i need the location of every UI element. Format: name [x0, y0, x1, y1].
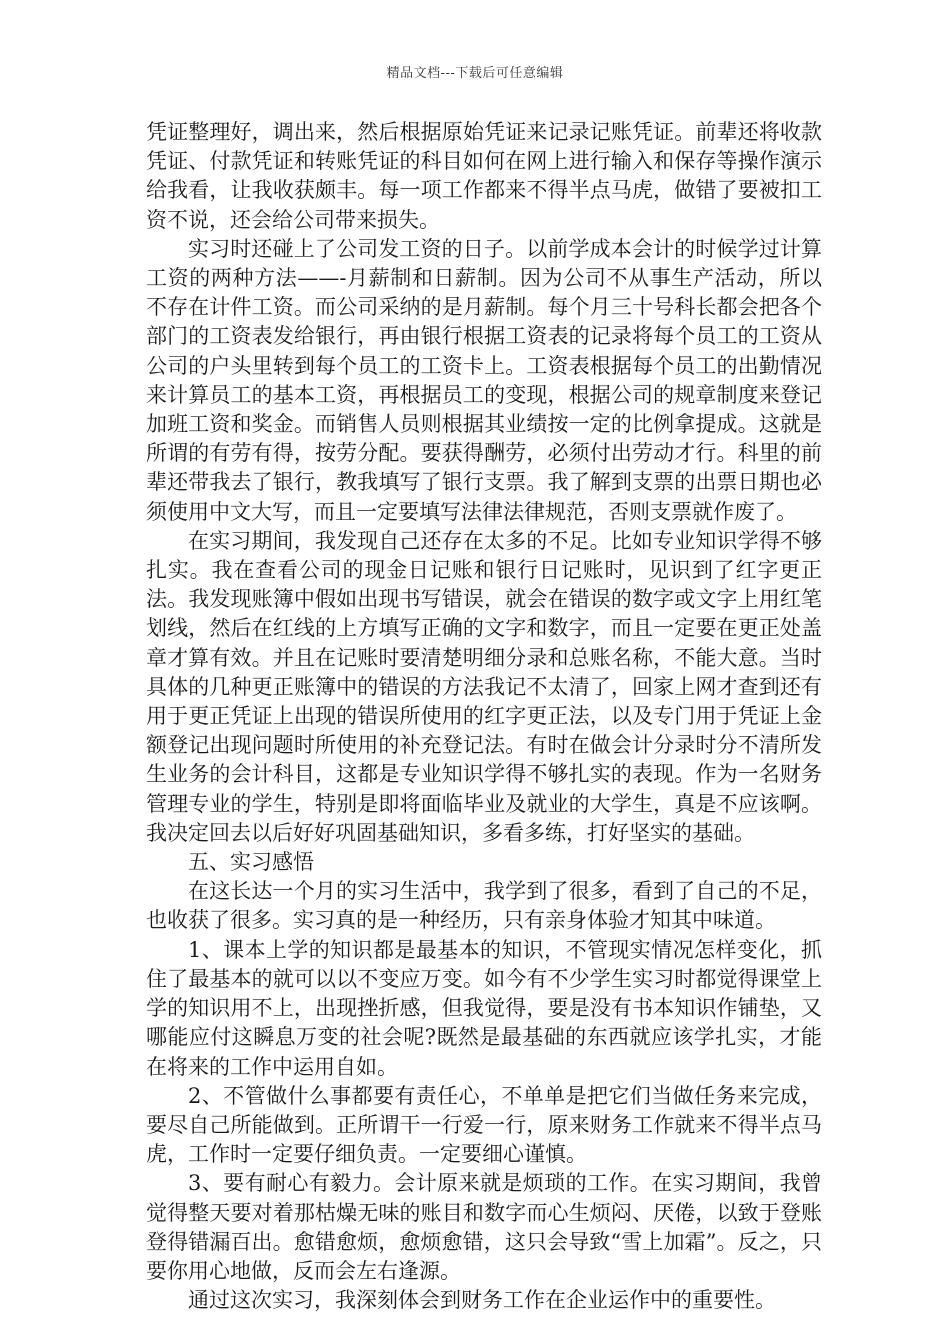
- paragraph-payroll: 实习时还碰上了公司发工资的日子。以前学成本会计的时候学过计算工资的两种方法——-月薪制和日薪制。因为公司不从事生产活动，所以不存在计件工资。而公司采纳的是月薪制。每个月三十号科长都会把各个部门的工资表发给银行，再由银行根据工资表的记录将每个员工的工资从公司的户头里转到每个员工的工资卡上。工资表根据每个员工的出勤情况来计算员工的基本工资，再根据员工的变现，根据公司的规章制度来登记加班工资和奖金。而销售人员则根据其业绩按一定的比例拿提成。这就是所谓的有劳有得，按劳分配。要获得酬劳，必须付出劳动才行。科里的前辈还带我去了银行，教我填写了银行支票。我了解到支票的出票日期也必须使用中文大写，而且一定要填写法律法律规范，否则支票就作废了。: [146, 236, 822, 524]
- paragraph-shortcomings: 在实习期间，我发现自己还存在太多的不足。比如专业知识学得不够扎实。我在查看公司的现金日记账和银行日记账时，见识到了红字更正法。我发现账簿中假如出现书写错误，就会在错误的数字或文字上用红笔划线，然后在红线的上方填写正确的文字和数字，而且一定要在更正处盖章才算有效。并且在记账时要清楚明细分录和总账名称，不能大意。当时具体的几种更正账簿中的错误的方法我记不太清了，回家上网才查到还有用于更正凭证上出现的错误所使用的红字更正法，以及专门用于凭证上金额登记出现问题时所使用的补充登记法。有时在做会计分录时分不清所发生业务的会计科目，这都是专业知识学得不够扎实的表现。作为一名财务管理专业的学生，特别是即将面临毕业及就业的大学生，真是不应该啊。我决定回去以后好好巩固基础知识，多看多练，打好坚实的基础。: [146, 528, 822, 845]
- page-header: 精品文档---下载后可任意编辑: [386, 66, 564, 81]
- paragraph-conclusion: 通过这次实习，我深刻体会到财务工作在企业运作中的重要性。: [188, 1288, 776, 1313]
- document-body: [146, 118, 822, 1315]
- paragraph-reflection-intro: 在这长达一个月的实习生活中，我学到了很多，看到了自己的不足，也收获了很多。实习真的是一种经历，只有亲身体验才知其中味道。: [146, 879, 822, 933]
- paragraph-point-2: 2、不管做什么事都要有责任心，不单单是把它们当做任务来完成，要尽自己所能做到。正所谓干一行爱一行，原来财务工作就来不得半点马虎，工作时一定要仔细负责。一定要细心谨慎。: [146, 1083, 822, 1167]
- section-heading-reflections: 五、实习感悟: [188, 850, 314, 875]
- paragraph-voucher-work: 凭证整理好，调出来，然后根据原始凭证来记录记账凭证。前辈还将收款凭证、付款凭证和转账凭证的科目如何在网上进行输入和保存等操作演示给我看，让我收获颇丰。每一项工作都来不得半点马虎，做错了要被扣工资不说，还会给公司带来损失。: [146, 120, 822, 232]
- paragraph-point-1: 1、课本上学的知识都是最基本的知识，不管现实情况怎样变化，抓住了最基本的就可以以不变应万变。如今有不少学生实习时都觉得课堂上学的知识用不上，出现挫折感，但我觉得，要是没有书本知识作铺垫，又哪能应付这瞬息万变的社会呢?既然是最基础的东西就应该学扎实，才能在将来的工作中运用自如。: [146, 937, 822, 1079]
- paragraph-point-3: 3、要有耐心有毅力。会计原来就是烦琐的工作。在实习期间，我曾觉得整天要对着那枯燥无味的账目和数字而心生烦闷、厌倦，以致于登账登得错漏百出。愈错愈烦，愈烦愈错，这只会导致“雪上加霜”。反之，只要你用心地做，反而会左右逢源。: [146, 1171, 822, 1283]
